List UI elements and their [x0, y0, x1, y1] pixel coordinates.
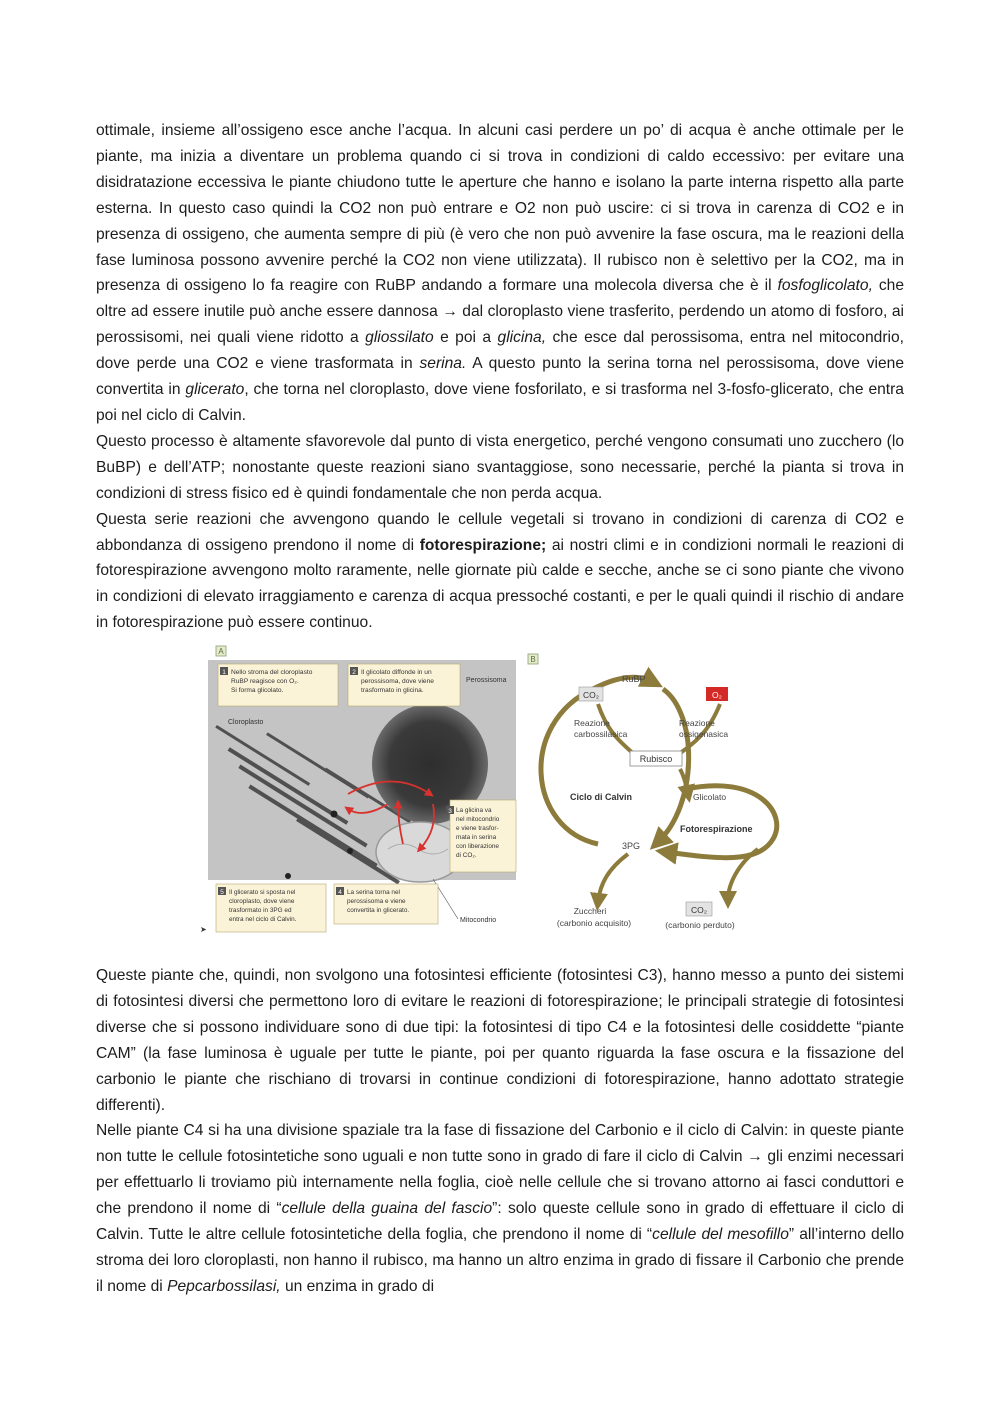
- callout-1-line-1: Nello stroma del cloroplasto: [231, 669, 313, 676]
- callout-5-number: 5: [220, 889, 224, 896]
- callout-3-line-5: con liberazione: [456, 843, 499, 850]
- text-block-bottom: [96, 963, 904, 1300]
- callout-3-number: 3: [448, 808, 452, 815]
- figure-svg: [198, 644, 788, 936]
- label-o2-input: O₂: [712, 690, 722, 700]
- label-cloroplasto: Cloroplasto: [228, 719, 264, 726]
- italic-term: cellule del mesofillo: [652, 1226, 789, 1244]
- callout-1-number: 1: [222, 669, 226, 676]
- italic-term: glicina,: [497, 329, 547, 347]
- callout-2-line-3: trasformato in glicina.: [361, 687, 424, 694]
- text-run: ai nostri climi e in condizioni normali le reazioni di fotorespirazione avvengono molto raramente, nelle giornate più calde e secche, anche se ci sono piante che vivono in condizioni di elevato irraggiamento e carenza di acqua pressoché costanti, e per le quali quindi il rischio di andare in fotorespirazione può essere continuo.: [96, 536, 904, 632]
- text-run: ” all’interno dello stroma dei loro cloroplasti, non hanno il rubisco, ma hanno un altro enzima in grado di fissare il Carbonio che prende il nome di: [96, 1226, 905, 1295]
- panel-b: [528, 654, 777, 930]
- panel-b-tag: B: [530, 655, 536, 664]
- label-reazione-oxy-2: ossigenasica: [679, 729, 729, 739]
- text-run: , che torna nel cloroplasto, dove viene fosforilato, e si trasforma nel 3-fosfo-glicerato, che entra poi nel ciclo di Calvin.: [96, 381, 904, 424]
- label-perossisoma: Perossisoma: [466, 677, 507, 684]
- text-run: Queste piante che, quindi, non svolgono una fotosintesi efficiente (fotosintesi C3), hanno messo a punto dei sistemi di fotosintesi diversi che permettono loro di evitare le reazioni di fotorespirazione; le principali strategie di fotosintesi diverse che si possono individuare sono di due tipi: la fotosintesi di tipo C4 e la fotosintesi delle cosiddette “piante CAM” (la fase luminosa è uguale per tutte le piante, poi per quanto riguarda la fase oscura e la fissazione del carbonio le piante che rischiano di trovarsi in continue condizioni di fotorespirazione, hanno adottato strategie differenti).: [96, 967, 904, 1114]
- label-carbonio-perduto: (carbonio perduto): [665, 920, 735, 930]
- label-carbonio-acquisito: (carbonio acquisito): [556, 918, 632, 928]
- text-run: ”: solo queste cellule sono in grado di effettuare il ciclo di Calvin. Tutte le altre cellule fotosintetiche della foglia, che prendono il nome di “: [96, 1200, 904, 1244]
- bold-term: fotorespirazione;: [419, 536, 547, 554]
- text-run: Nelle piante C4 si ha una divisione spaziale tra la fase di fissazione del Carbonio e il ciclo di Calvin: in queste piante non tutte le cellule fotosintetiche sono uguali e non tutte sono in grado di fare il ciclo di Calvin → gli enzimi necessari per effettuarlo li troviamo più internamente nella foglia, cioè nelle cellule che si trovano attorno ai fasci conduttori e che prendono il nome di “: [96, 1122, 904, 1218]
- callout-3-line-6: di CO₂.: [456, 852, 477, 859]
- panel-a: [200, 646, 516, 934]
- callout-1-line-3: Si forma glicolato.: [231, 687, 284, 694]
- callout-4-number: 4: [338, 889, 342, 896]
- italic-term: cellule della guaina del fascio: [281, 1200, 493, 1218]
- callout-3-line-4: mata in serina: [456, 834, 497, 841]
- paragraph: [96, 963, 904, 1118]
- italic-term: serina.: [419, 355, 467, 373]
- callout-1-line-2: RuBP reagisce con O₂.: [231, 678, 299, 685]
- label-fotorespirazione: Fotorespirazione: [680, 824, 753, 834]
- text-run: Questo processo è altamente sfavorevole dal punto di vista energetico, perché vengono consumati uno zucchero (lo BuBP) e dell’ATP; nonostante queste reazioni siano svantaggiose, sono necessarie, perché la pianta si trova in condizioni di stress fisico ed è quindi fondamentale che non perda acqua.: [96, 432, 904, 502]
- callout-3-line-2: nel mitocondrio: [456, 816, 500, 823]
- callout-5-line-2: cloroplasto, dove viene: [229, 898, 295, 905]
- label-mitocondrio: Mitocondrio: [460, 917, 497, 924]
- label-reazione-oxy-1: Reazione: [679, 718, 715, 728]
- text-run: A questo punto la serina torna nel perossisoma, dove viene convertita in: [96, 355, 905, 399]
- arrow-mark-icon: ➤: [200, 925, 207, 934]
- text-run: Questa serie reazioni che avvengono quando le cellule vegetali si trovano in condizioni di carenza di CO2 e abbondanza di ossigeno prendono il nome di: [96, 510, 904, 554]
- label-co2-output: CO₂: [690, 905, 708, 915]
- text-run: ottimale, insieme all’ossigeno esce anche l’acqua. In alcuni casi perdere un po’ di acqua è anche ottimale per le piante, ma inizia a diventare un problema quando ci si trova in condizioni di caldo eccessivo: per evitare una disidratazione eccessiva le piante chiudono tutte le aperture che hanno e isolano la parte interna rispetto alla parte esterna. In questo caso quindi la CO2 non può entrare e O2 non può uscire: ci si trova in carenza di CO2 e in presenza di ossigeno, che aumenta sempre di più (è vero che non può avvenire la fase oscura, ma le reazioni della fase luminosa possono avvenire perché la CO2 non viene utilizzata). Il rubisco non è selettivo per la CO2, ma in presenza di ossigeno lo fa reagire con RuBP andando a formare una molecola diversa che è il: [96, 122, 904, 295]
- callout-2-line-1: Il glicolato diffonde in un: [361, 669, 432, 676]
- label-reazione-carbox-2: carbossilasica: [574, 729, 628, 739]
- italic-term: glicerato: [185, 381, 245, 399]
- label-reazione-carbox-1: Reazione: [574, 718, 610, 728]
- callout-2-number: 2: [352, 669, 356, 676]
- callout-3-line-1: La glicina va: [456, 807, 492, 814]
- photorespiration-figure: [198, 644, 788, 936]
- callout-4-line-2: perossisoma e viene: [347, 898, 406, 905]
- italic-term: Pepcarbossilasi,: [167, 1277, 281, 1295]
- text-run: un enzima in grado di: [280, 1277, 435, 1295]
- label-glicolato: Glicolato: [693, 792, 727, 802]
- label-3pg: 3PG: [622, 841, 641, 851]
- label-rubisco: Rubisco: [639, 754, 673, 764]
- label-ciclo-calvin: Ciclo di Calvin: [570, 792, 633, 802]
- paragraph: [96, 1118, 904, 1299]
- sugar-output-arrow: [598, 854, 628, 902]
- label-rubp: RuBP: [622, 674, 646, 684]
- callout-4-line-1: La serina torna nel: [347, 889, 400, 896]
- callout-3-line-3: e viene trasfor-: [456, 825, 499, 832]
- callout-5-line-1: Il glicerato si sposta nel: [229, 889, 296, 896]
- label-zuccheri: Zuccheri: [573, 906, 607, 916]
- callout-5-line-3: trasformato in 3PG ed: [229, 907, 292, 914]
- label-co2-input: CO₂: [582, 690, 600, 700]
- panel-a-tag: A: [218, 647, 224, 656]
- text-block-top: [96, 118, 904, 636]
- italic-term: fosfoglicolato,: [777, 277, 873, 295]
- text-run: che esce dal perossisoma, entra nel mitocondrio, dove perde una CO2 e viene trasformata in: [96, 329, 904, 373]
- paragraph: [96, 507, 904, 637]
- callout-4-line-3: convertita in glicerato.: [347, 907, 410, 914]
- paragraph: [96, 118, 904, 429]
- text-run: che oltre ad essere inutile può anche essere dannosa → dal cloroplasto viene trasferito, perdendo un atomo di fosforo, ai perossisomi, nei quali viene ridotto a: [96, 277, 904, 347]
- callout-5-line-4: entra nel ciclo di Calvin.: [229, 916, 297, 923]
- callout-2-line-2: perossisoma, dove viene: [361, 678, 434, 685]
- paragraph: [96, 429, 904, 507]
- italic-term: gliossilato: [365, 329, 434, 347]
- text-run: e poi a: [433, 329, 498, 347]
